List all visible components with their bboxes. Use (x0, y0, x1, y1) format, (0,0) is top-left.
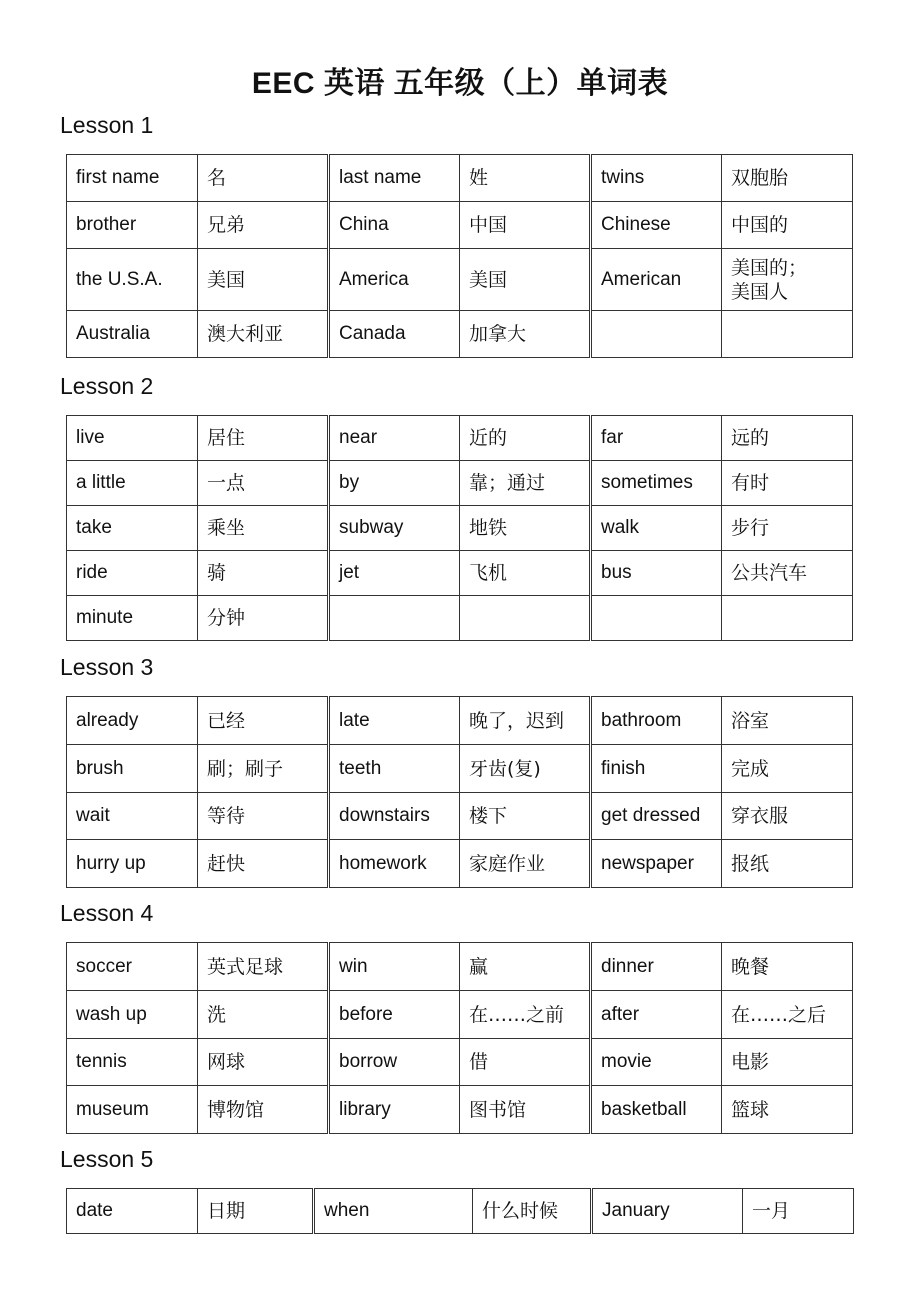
lesson-heading: Lesson 1 (60, 112, 154, 138)
chinese-meaning-cell: 洗 (198, 991, 329, 1039)
vocab-row (67, 991, 853, 1039)
english-word-cell: hurry up (67, 840, 198, 888)
chinese-meaning-cell: 分钟 (198, 596, 329, 641)
vocab-row (67, 155, 853, 202)
english-word-cell: win (329, 943, 460, 991)
chinese-meaning-cell: 骑 (198, 551, 329, 596)
english-word-cell: live (67, 416, 198, 461)
english-word-cell: finish (591, 745, 722, 793)
english-word-cell: downstairs (329, 793, 460, 840)
english-word-cell: sometimes (591, 461, 722, 506)
chinese-meaning-cell: 穿衣服 (722, 793, 853, 840)
english-word-cell: last name (329, 155, 460, 202)
chinese-meaning-cell (460, 596, 591, 641)
english-word-cell: when (314, 1189, 473, 1234)
vocab-row (67, 1189, 854, 1234)
english-word-cell: late (329, 697, 460, 745)
chinese-meaning-cell: 加拿大 (460, 311, 591, 358)
chinese-meaning-cell: 电影 (722, 1039, 853, 1086)
chinese-meaning-cell: 靠；通过 (460, 461, 591, 506)
chinese-meaning-cell: 中国 (460, 202, 591, 249)
english-word-cell: before (329, 991, 460, 1039)
lesson-heading: Lesson 4 (60, 900, 154, 926)
chinese-meaning-cell: 等待 (198, 793, 329, 840)
vocab-row (67, 697, 853, 745)
chinese-meaning-cell: 在……之后 (722, 991, 853, 1039)
chinese-meaning-cell: 晚了，迟到 (460, 697, 591, 745)
chinese-meaning-cell: 晚餐 (722, 943, 853, 991)
chinese-meaning-cell: 在……之前 (460, 991, 591, 1039)
chinese-meaning-cell: 借 (460, 1039, 591, 1086)
chinese-meaning-cell: 家庭作业 (460, 840, 591, 888)
english-word-cell: near (329, 416, 460, 461)
english-word-cell: tennis (67, 1039, 198, 1086)
english-word-cell: ride (67, 551, 198, 596)
english-word-cell: far (591, 416, 722, 461)
chinese-meaning-cell: 姓 (460, 155, 591, 202)
vocab-row (67, 745, 853, 793)
vocab-row (67, 840, 853, 888)
chinese-meaning-cell (722, 311, 853, 358)
english-word-cell: soccer (67, 943, 198, 991)
chinese-meaning-cell: 完成 (722, 745, 853, 793)
chinese-meaning-cell: 图书馆 (460, 1086, 591, 1134)
chinese-meaning-cell: 兄弟 (198, 202, 329, 249)
vocab-row (67, 551, 853, 596)
vocab-table (66, 696, 853, 888)
vocab-row (67, 506, 853, 551)
english-word-cell: teeth (329, 745, 460, 793)
chinese-meaning-cell: 双胞胎 (722, 155, 853, 202)
english-word-cell: first name (67, 155, 198, 202)
vocab-row (67, 202, 853, 249)
english-word-cell: a little (67, 461, 198, 506)
chinese-meaning-cell: 居住 (198, 416, 329, 461)
english-word-cell: Chinese (591, 202, 722, 249)
english-word-cell: date (67, 1189, 198, 1234)
chinese-meaning-cell: 刷；刷子 (198, 745, 329, 793)
english-word-cell: wait (67, 793, 198, 840)
english-word-cell: already (67, 697, 198, 745)
chinese-meaning-cell: 网球 (198, 1039, 329, 1086)
chinese-meaning-cell: 牙齿(复) (460, 745, 591, 793)
english-word-cell: Australia (67, 311, 198, 358)
english-word-cell: library (329, 1086, 460, 1134)
english-word-cell: borrow (329, 1039, 460, 1086)
english-word-cell: museum (67, 1086, 198, 1134)
chinese-meaning-cell: 近的 (460, 416, 591, 461)
chinese-meaning-cell: 什么时候 (473, 1189, 592, 1234)
page-title: EEC 英语 五年级（上）单词表 (251, 67, 669, 100)
vocab-row (67, 416, 853, 461)
vocab-table (66, 415, 853, 641)
english-word-cell (329, 596, 460, 641)
lesson-heading: Lesson 5 (60, 1146, 154, 1172)
vocab-row (67, 311, 853, 358)
vocab-row (67, 943, 853, 991)
chinese-meaning-cell: 公共汽车 (722, 551, 853, 596)
chinese-meaning-cell: 地铁 (460, 506, 591, 551)
chinese-meaning-cell: 楼下 (460, 793, 591, 840)
english-word-cell: homework (329, 840, 460, 888)
english-word-cell: jet (329, 551, 460, 596)
chinese-meaning-cell: 美国 (460, 249, 591, 311)
english-word-cell (591, 311, 722, 358)
english-word-cell: Canada (329, 311, 460, 358)
english-word-cell: newspaper (591, 840, 722, 888)
vocab-row (67, 793, 853, 840)
chinese-meaning-cell: 已经 (198, 697, 329, 745)
english-word-cell: American (591, 249, 722, 311)
english-word-cell: get dressed (591, 793, 722, 840)
vocab-row (67, 1039, 853, 1086)
chinese-meaning-cell: 英式足球 (198, 943, 329, 991)
english-word-cell: minute (67, 596, 198, 641)
english-word-cell: brush (67, 745, 198, 793)
chinese-meaning-cell: 名 (198, 155, 329, 202)
english-word-cell: basketball (591, 1086, 722, 1134)
english-word-cell: subway (329, 506, 460, 551)
english-word-cell: take (67, 506, 198, 551)
english-word-cell: bus (591, 551, 722, 596)
vocab-row (67, 461, 853, 506)
english-word-cell (591, 596, 722, 641)
english-word-cell: bathroom (591, 697, 722, 745)
chinese-meaning-cell: 一月 (743, 1189, 854, 1234)
chinese-meaning-cell: 有时 (722, 461, 853, 506)
chinese-meaning-cell: 远的 (722, 416, 853, 461)
vocab-table (66, 154, 853, 358)
english-word-cell: January (592, 1189, 743, 1234)
chinese-meaning-cell: 乘坐 (198, 506, 329, 551)
lesson-heading: Lesson 2 (60, 373, 154, 399)
chinese-meaning-cell: 浴室 (722, 697, 853, 745)
chinese-meaning-cell: 赢 (460, 943, 591, 991)
english-word-cell: after (591, 991, 722, 1039)
vocab-table (66, 942, 853, 1134)
chinese-meaning-cell: 美国的； 美国人 (722, 249, 853, 311)
chinese-meaning-cell: 澳大利亚 (198, 311, 329, 358)
english-word-cell: walk (591, 506, 722, 551)
chinese-meaning-cell: 博物馆 (198, 1086, 329, 1134)
english-word-cell: the U.S.A. (67, 249, 198, 311)
english-word-cell: America (329, 249, 460, 311)
chinese-meaning-cell: 中国的 (722, 202, 853, 249)
chinese-meaning-cell: 美国 (198, 249, 329, 311)
chinese-meaning-cell: 赶快 (198, 840, 329, 888)
english-word-cell: brother (67, 202, 198, 249)
chinese-meaning-cell: 步行 (722, 506, 853, 551)
chinese-meaning-cell (722, 596, 853, 641)
chinese-meaning-cell: 日期 (198, 1189, 314, 1234)
english-word-cell: twins (591, 155, 722, 202)
chinese-meaning-cell: 报纸 (722, 840, 853, 888)
lesson-heading: Lesson 3 (60, 654, 154, 680)
chinese-meaning-cell: 篮球 (722, 1086, 853, 1134)
english-word-cell: movie (591, 1039, 722, 1086)
english-word-cell: wash up (67, 991, 198, 1039)
vocab-row (67, 596, 853, 641)
chinese-meaning-cell: 飞机 (460, 551, 591, 596)
vocab-row (67, 249, 853, 311)
chinese-meaning-cell: 一点 (198, 461, 329, 506)
vocab-table (66, 1188, 854, 1234)
english-word-cell: by (329, 461, 460, 506)
english-word-cell: dinner (591, 943, 722, 991)
english-word-cell: China (329, 202, 460, 249)
vocab-row (67, 1086, 853, 1134)
